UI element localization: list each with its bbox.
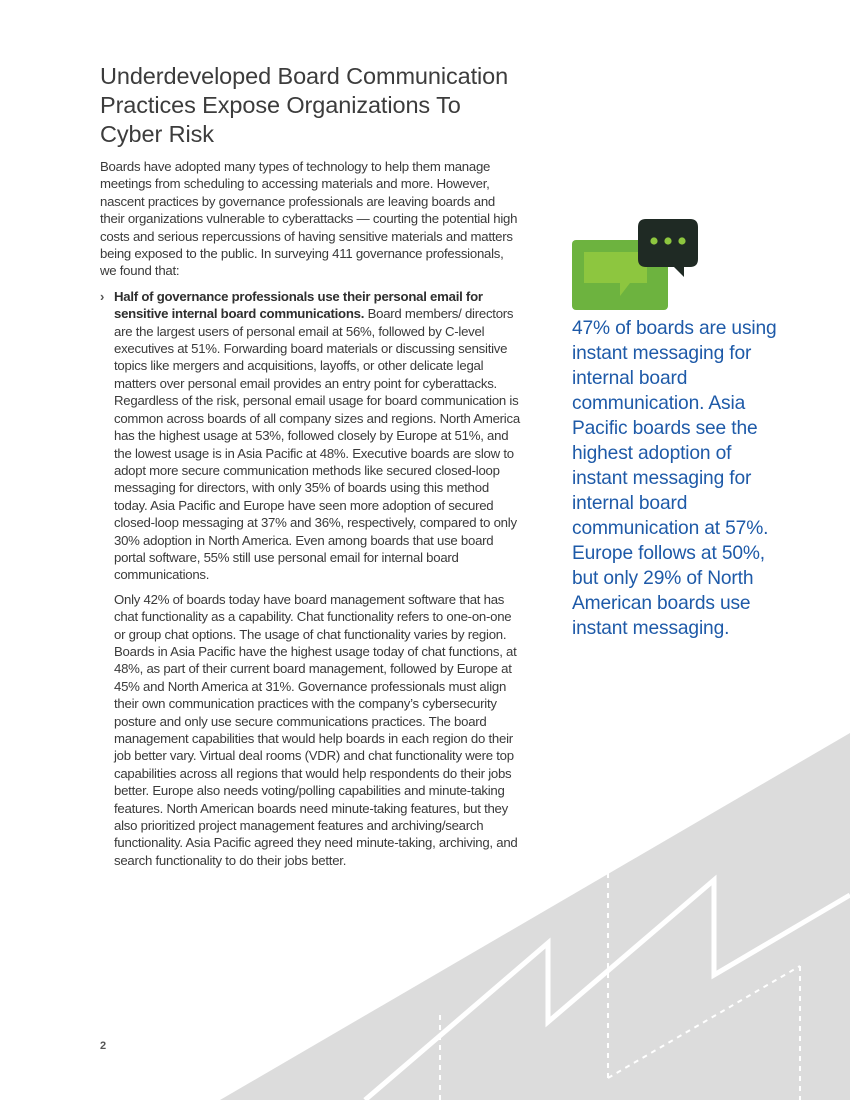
page-number: 2 [100,1040,107,1052]
page-title: Underdeveloped Board Communication Practices Expose Organizations To Cyber Risk [100,63,509,147]
callout-text: 47% of boards are using instant messaging for internal board communication. Asia Pacific boards see the highest adoption of instant messaging for internal board communication at 57%. Europe follows at 50%, but only 29% of North American boards use instant messaging. [572,318,777,639]
chevron-right-icon: › [100,288,105,304]
intro-paragraph: Boards have adopted many types of technology to help them manage meetings from scheduling to accessing materials and more. However, nascent practices by governance professionals are leaving boards and their organizations vulnerable to cyberattacks — courting the potential high costs and serious repercussions of having sensitive materials and matters being exposed to the public. In surveying 411 governance professionals, we found that: [100,159,518,279]
bullet-paragraph-2: Only 42% of boards today have board management software that has chat functionality as a capability. Chat functionality refers to one-on-one or group chat options. The usage of chat functionality varies by region. Boards in Asia Pacific have the highest usage today of chat functions, at 48%, as part of their current board management, followed by Europe at 45% and North America at 31%. Governance professionals must align their own communication practices with the company’s cybersecurity posture and only use secure communications practices. The board management capabilities that would help boards in each region do their job better vary. Virtual deal rooms (VDR) and chat functionality were top capabilities across all regions that would help respondents do their jobs better. Europe also needs voting/polling capabilities and minute-taking features. North American boards need minute-taking features, but they also prioritized project management features and archiving/search functionality. Asia Pacific agreed they need minute-taking, archiving, and search functionality to do their jobs better. [114,591,518,868]
main-column [100,62,520,869]
bullet-paragraph [114,288,520,584]
bullet-heading: Half of governance professionals use their personal email for sensitive internal board communications. [114,288,483,322]
bullet-item [100,288,520,869]
chat-bubbles-icon [572,219,698,311]
bullet-body: Board members/ directors are the largest users of personal email at 56%, followed by C-level executives at 51%. Forwarding board materials or discussing sensitive topics like mergers and acquisitions, layoffs, or other delicate legal matters over personal email provides an entry point for cyberattacks. Regardless of the risk, personal email usage for board communication is common across boards of all company sizes and regions. North America has the highest usage at 53%, followed closely by Europe at 51%, and the lowest usage is in Asia Pacific at 48%. Executive boards are slow to adopt more secure communication methods like secured closed-loop messaging for directors, with only 35% of boards using this method today. Asia Pacific and Europe have seen more adoption of secured closed-loop messaging at 37% and 36%, respectively, compared to only 30% adoption in North America. Even among boards that use board portal software, 55% still use personal email for internal board communications. [114,306,520,583]
sidebar-callout [572,219,787,641]
